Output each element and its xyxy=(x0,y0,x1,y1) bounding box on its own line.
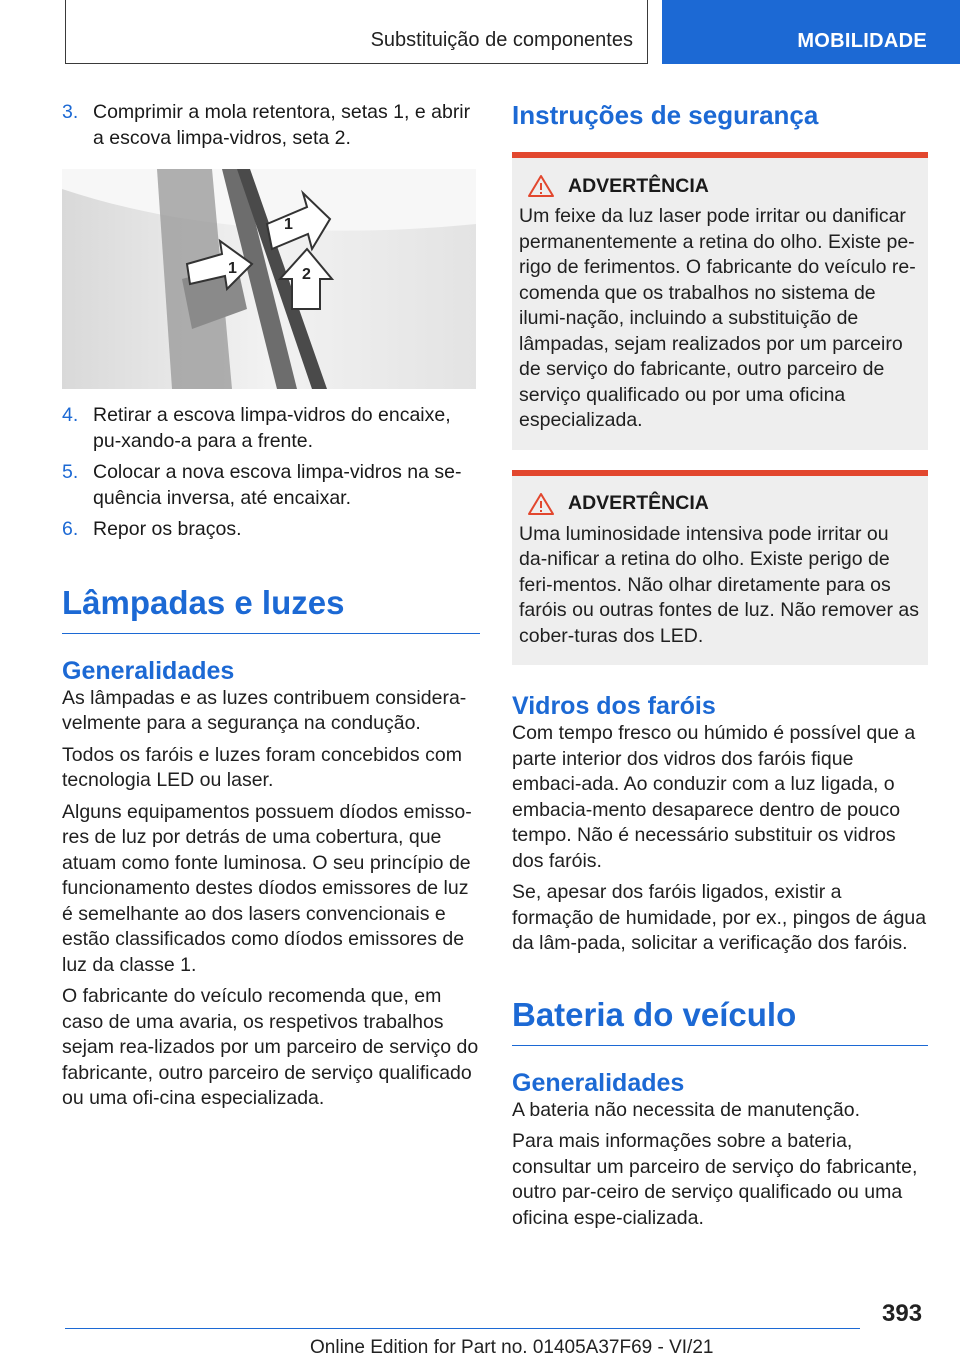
paragraph: Alguns equipamentos possuem díodos emisso-res de luz por detrás de uma cobertura, que atuam como fonte luminosa. O seu princípio de funcionamento destes díodos emissores de luz é semelhante ao dos lasers convencionais e estão classificados como díodos emissores de luz da classe 1. xyxy=(62,800,472,976)
section-tab xyxy=(662,0,960,64)
section-rule xyxy=(62,633,480,634)
paragraph: A bateria não necessita de manutenção. xyxy=(512,1098,860,1121)
edition-text: Online Edition for Part no. 01405A37F69 - VI/21 xyxy=(310,1337,714,1358)
chapter-title: Substituição de componentes xyxy=(370,29,633,51)
warning-heading xyxy=(519,174,921,198)
warning-title: ADVERTÊNCIA xyxy=(568,492,709,514)
warning-triangle-icon xyxy=(527,174,555,198)
step-3 xyxy=(62,100,480,151)
section-title-lamps: Lâmpadas e luzes xyxy=(62,583,345,621)
step-number: 3. xyxy=(62,101,79,123)
wiper-figure xyxy=(62,169,476,389)
warning-box-1 xyxy=(512,152,928,450)
warning-text: Um feixe da luz laser pode irritar ou danificar permanentemente a retina do olho. Existe pe-rigo de ferimentos. O fabricante do veículo re-comenda que os trabalhos no sistema de ilumi-nação, incluindo a substituição de lâmpadas, sejam realizados por um parceiro de serviço do fabricante, outro parceiro de serviço qualificado ou por uma oficina especializada. xyxy=(519,205,916,431)
page-header xyxy=(0,0,960,66)
step-text: Retirar a escova limpa-vidros do encaixe, pu-xando-a para a frente. xyxy=(93,404,451,452)
paragraph: Com tempo fresco ou húmido é possível que a parte interior dos vidros dos faróis fique embaci-ada. Ao conduzir com a luz ligada, o embacia-mento desaparece dentro de pouco tempo. Não é necessário substituir os vidros dos faróis. xyxy=(512,722,916,872)
step-number: 5. xyxy=(62,461,79,483)
arrow-label-2: 2 xyxy=(302,266,311,283)
right-column xyxy=(512,100,928,1237)
page-number: 393 xyxy=(882,1300,923,1327)
section-rule xyxy=(512,1045,928,1046)
paragraph: As lâmpadas e as luzes contribuem considera-velmente para a segurança na condução. xyxy=(62,686,467,734)
step-text: Colocar a nova escova limpa-vidros na se-quência inversa, até encaixar. xyxy=(93,461,462,509)
subsection-title-general: Generalidades xyxy=(62,656,235,685)
wiper-illustration xyxy=(62,169,476,389)
step-number: 4. xyxy=(62,404,79,426)
warning-title: ADVERTÊNCIA xyxy=(568,174,709,197)
step-text: Repor os braços. xyxy=(93,518,242,540)
chapter-tab xyxy=(65,0,648,64)
paragraph: O fabricante do veículo recomenda que, em caso de uma avaria, os respetivos trabalhos sejam rea-lizados por um parceiro de serviço do fabricante, outro parceiro de serviço qualificado ou uma ofi-cina especializada. xyxy=(62,985,479,1109)
step-4 xyxy=(62,403,480,454)
paragraph: Para mais informações sobre a bateria, consultar um parceiro de serviço do fabricante, outro par-ceiro de serviço qualificado ou uma oficina espe-cializada. xyxy=(512,1130,918,1229)
paragraph: Todos os faróis e luzes foram concebidos com tecnologia LED ou laser. xyxy=(62,743,462,791)
step-6 xyxy=(62,517,480,543)
paragraph: Se, apesar dos faróis ligados, existir a formação de humidade, por ex., pingos de água da lâm-pada, solicitar a verificação dos faróis. xyxy=(512,881,927,954)
warning-triangle-icon xyxy=(527,492,555,516)
warning-text: Uma luminosidade intensiva pode irritar ou da-nificar a retina do olho. Existe perigo de feri-mentos. Não olhar diretamente para os faróis ou outras fontes de luz. Não remover as cober-turas dos LED. xyxy=(519,522,919,647)
left-column xyxy=(62,100,480,1118)
warning-box-2 xyxy=(512,470,928,666)
step-text: Comprimir a mola retentora, setas 1, e abrir a escova limpa-vidros, seta 2. xyxy=(93,101,471,149)
warning-heading xyxy=(519,492,921,516)
step-number: 6. xyxy=(62,518,79,540)
footer-rule xyxy=(65,1328,860,1329)
section-label: MOBILIDADE xyxy=(797,30,927,52)
arrow-label-1a: 1 xyxy=(228,260,237,277)
step-5 xyxy=(62,460,480,511)
subsection-title-general: Generalidades xyxy=(512,1068,685,1097)
section-title-battery: Bateria do veículo xyxy=(512,995,797,1033)
arrow-label-1b: 1 xyxy=(284,216,293,233)
safety-title: Instruções de segurança xyxy=(512,100,819,130)
glass-title: Vidros dos faróis xyxy=(512,692,716,720)
